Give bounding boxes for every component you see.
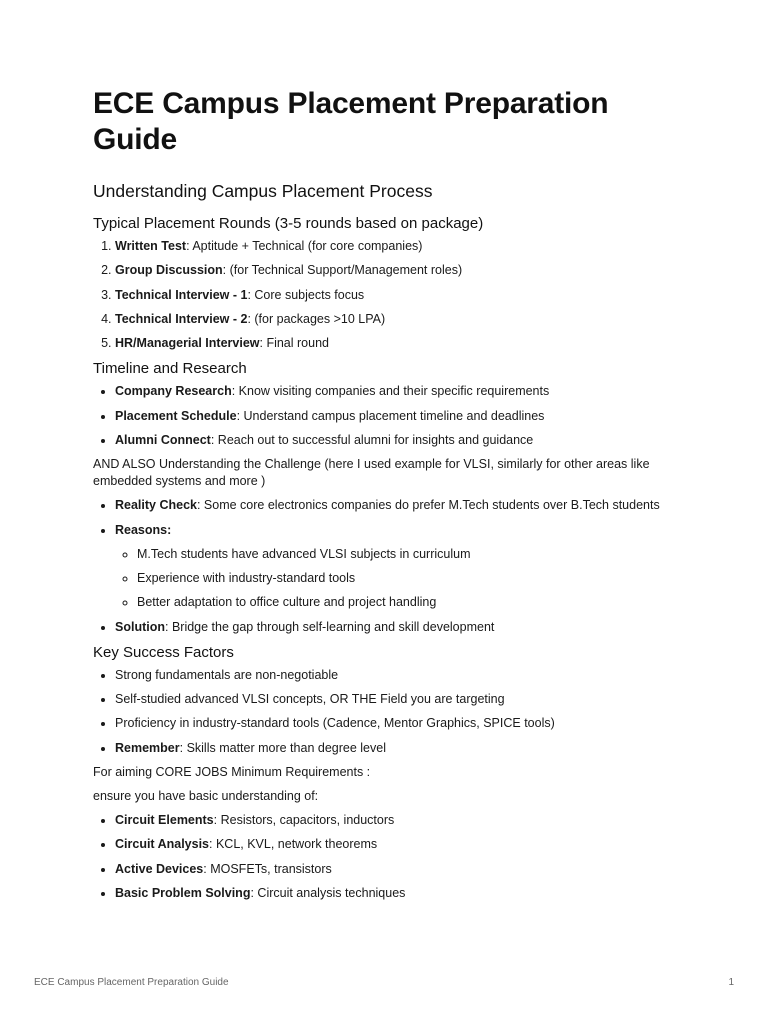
item-label: Company Research xyxy=(115,384,232,399)
document-page xyxy=(93,86,683,909)
item-label: Technical Interview - 2 xyxy=(115,311,248,326)
item-text: : Bridge the gap through self-learning and skill development xyxy=(165,619,495,634)
success-heading: Key Success Factors xyxy=(93,643,234,661)
item-label: Basic Problem Solving xyxy=(115,885,251,900)
item-text: : Reach out to successful alumni for insights and guidance xyxy=(210,433,534,448)
item-label: Active Devices xyxy=(115,861,204,876)
item-label: Written Test xyxy=(115,239,187,253)
core-understanding-line: ensure you have basic understanding of: xyxy=(93,789,319,804)
item-label: Reality Check xyxy=(115,498,197,513)
item-text: : Know visiting companies and their specific requirements xyxy=(231,384,550,399)
item-label: Solution xyxy=(115,619,165,634)
list-item xyxy=(115,262,683,279)
item-label: Reasons xyxy=(115,522,168,537)
challenge-list xyxy=(93,497,683,635)
list-item xyxy=(115,408,683,425)
item-text: : Aptitude + Technical (for core companies) xyxy=(186,239,423,253)
rounds-list xyxy=(93,238,683,352)
item-text: : Understand campus placement timeline and deadlines xyxy=(236,408,545,423)
core-requirements-line: For aiming CORE JOBS Minimum Requirements : xyxy=(93,765,371,780)
list-item xyxy=(115,335,683,352)
list-item xyxy=(115,432,683,449)
item-label: Placement Schedule xyxy=(115,408,237,423)
item-text: : Resistors, capacitors, inductors xyxy=(213,813,395,828)
item-label: Circuit Analysis xyxy=(115,837,210,852)
item-text: : (for Technical Support/Management roles) xyxy=(222,263,463,278)
sublist-item: ◦ Experience with industry-standard tools xyxy=(137,570,683,587)
list-item xyxy=(115,885,683,902)
reasons-sublist xyxy=(115,546,683,612)
list-item xyxy=(115,861,683,878)
page-footer xyxy=(34,977,734,988)
item-label: Circuit Elements xyxy=(115,813,214,828)
list-item xyxy=(115,287,683,304)
timeline-list xyxy=(93,383,683,449)
list-item xyxy=(115,383,683,400)
item-text: : (for packages >10 LPA) xyxy=(247,311,386,326)
list-item: • Self-studied advanced VLSI concepts, OR THE Field you are targeting xyxy=(115,691,683,708)
section-heading: Understanding Campus Placement Process xyxy=(93,181,433,201)
sublist-item: ◦ Better adaptation to office culture and project handling xyxy=(137,594,683,611)
item-text: : MOSFETs, transistors xyxy=(203,861,332,876)
item-text: : KCL, KVL, network theorems xyxy=(209,837,378,852)
list-item xyxy=(115,238,683,255)
list-item xyxy=(115,497,683,514)
item-label: HR/Managerial Interview xyxy=(115,336,260,351)
list-item: • Strong fundamentals are non-negotiable xyxy=(115,667,683,684)
item-text: : Circuit analysis techniques xyxy=(250,885,406,900)
item-label: Technical Interview - 1 xyxy=(115,287,248,302)
item-text: : Some core electronics companies do prefer M.Tech students over B.Tech students xyxy=(196,498,660,513)
item-label: Group Discussion xyxy=(115,263,223,278)
item-label: Alumni Connect xyxy=(115,433,211,448)
footer-title: ECE Campus Placement Preparation Guide xyxy=(34,977,229,988)
item-text: : Skills matter more than degree level xyxy=(179,740,386,755)
list-item xyxy=(115,836,683,853)
item-text: : Core subjects focus xyxy=(247,287,365,302)
list-item xyxy=(115,619,683,636)
list-item: • Proficiency in industry-standard tools (Cadence, Mentor Graphics, SPICE tools) xyxy=(115,715,683,732)
list-item xyxy=(115,311,683,328)
list-item xyxy=(115,522,683,612)
core-list xyxy=(93,812,683,902)
item-label: Remember xyxy=(115,740,180,755)
success-list xyxy=(93,667,683,757)
rounds-heading: Typical Placement Rounds (3-5 rounds based on package) xyxy=(93,215,484,232)
challenge-note: AND ALSO Understanding the Challenge (here I used example for VLSI, similarly for other areas like embedded systems and more ) xyxy=(93,457,650,489)
list-item xyxy=(115,740,683,757)
list-item xyxy=(115,812,683,829)
item-text: : Final round xyxy=(259,336,329,351)
item-colon: : xyxy=(167,522,172,537)
sublist-item: ◦ M.Tech students have advanced VLSI subjects in curriculum xyxy=(137,546,683,563)
timeline-heading: Timeline and Research xyxy=(93,360,247,378)
page-number: 1 xyxy=(728,977,734,988)
page-title: ECE Campus Placement Preparation Guide xyxy=(93,87,609,156)
